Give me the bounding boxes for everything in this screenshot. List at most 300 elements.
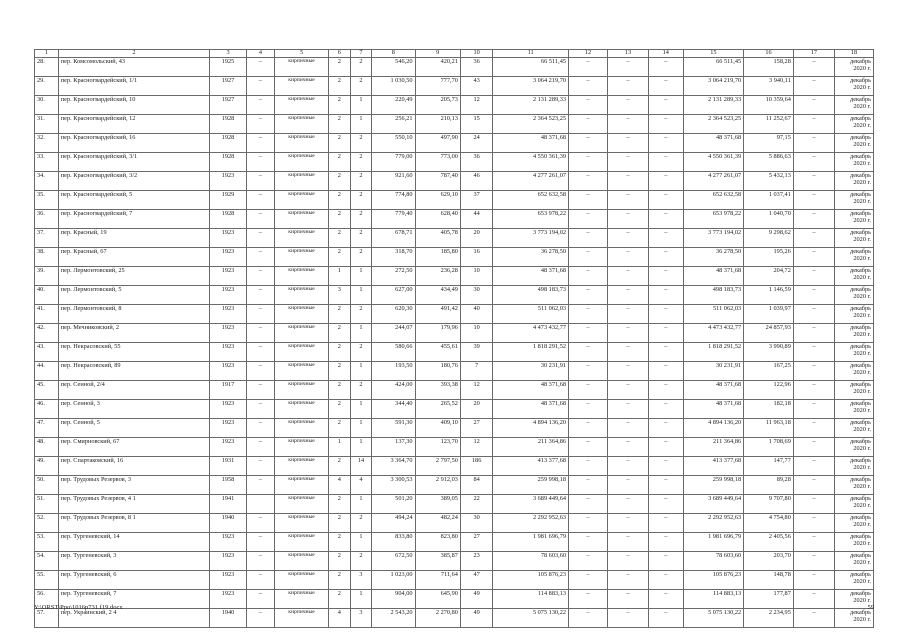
table-cell: 16 [460, 248, 492, 267]
table-cell: 653 978,22 [683, 210, 744, 229]
table-cell: 2 [329, 457, 351, 476]
table-cell: 40 [460, 305, 492, 324]
table-cell: кирпичные [275, 58, 329, 77]
table-cell: – [607, 533, 648, 552]
table-cell: 498 183,73 [683, 286, 744, 305]
table-cell: 1923 [210, 590, 247, 609]
table-cell: – [569, 457, 608, 476]
table-cell: – [649, 476, 684, 495]
column-number-cell: 3 [210, 50, 247, 58]
column-number-cell: 7 [350, 50, 372, 58]
table-cell: 1 708,69 [744, 438, 794, 457]
table-row [35, 381, 874, 400]
table-cell: 23 [460, 552, 492, 571]
table-cell: декабрь 2020 г. [834, 343, 873, 362]
table-row [35, 400, 874, 419]
address-cell: пер. Красногвардейский, 16 [58, 134, 209, 153]
table-row [35, 419, 874, 438]
table-row [35, 438, 874, 457]
table-cell: 20 [460, 229, 492, 248]
table-cell: – [607, 590, 648, 609]
table-cell: декабрь 2020 г. [834, 381, 873, 400]
table-row [35, 305, 874, 324]
table-cell: – [649, 438, 684, 457]
table-cell: 3 [350, 609, 372, 628]
table-cell: 711,64 [415, 571, 460, 590]
table-cell: 1 [350, 400, 372, 419]
table-cell: 1 [329, 438, 351, 457]
table-cell: 652 632,58 [493, 191, 569, 210]
table-cell: 11 963,18 [744, 419, 794, 438]
table-cell: – [793, 77, 834, 96]
column-number-cell: 15 [683, 50, 744, 58]
table-cell: 1923 [210, 438, 247, 457]
table-cell: – [607, 153, 648, 172]
table-cell: – [569, 571, 608, 590]
table-cell: 179,96 [415, 324, 460, 343]
table-cell: – [649, 172, 684, 191]
table-cell: 2 364 523,25 [683, 115, 744, 134]
table-cell: 167,25 [744, 362, 794, 381]
table-cell: кирпичные [275, 134, 329, 153]
column-number-row [35, 50, 874, 58]
table-cell: 211 364,86 [493, 438, 569, 457]
table-cell: 3 [350, 571, 372, 590]
table-cell: – [246, 362, 274, 381]
table-cell: декабрь 2020 г. [834, 457, 873, 476]
table-cell: 52. [35, 514, 59, 533]
table-cell: 39. [35, 267, 59, 286]
table-cell: 43. [35, 343, 59, 362]
column-number-cell: 16 [744, 50, 794, 58]
table-cell: 501,20 [372, 495, 415, 514]
table-cell: 653 978,22 [493, 210, 569, 229]
table-cell: – [246, 172, 274, 191]
table-cell: 44. [35, 362, 59, 381]
table-cell: 2 [329, 77, 351, 96]
table-cell: 66 511,45 [493, 58, 569, 77]
table-cell: – [793, 514, 834, 533]
table-row [35, 362, 874, 381]
table-cell: 405,78 [415, 229, 460, 248]
table-cell: 511 062,03 [683, 305, 744, 324]
table-cell: 27 [460, 533, 492, 552]
table-cell: – [649, 134, 684, 153]
table-cell: 3 990,89 [744, 343, 794, 362]
table-cell: – [607, 248, 648, 267]
table-cell: 46. [35, 400, 59, 419]
table-cell: – [793, 533, 834, 552]
table-cell: – [246, 210, 274, 229]
table-cell: 2 [350, 305, 372, 324]
table-cell: – [607, 305, 648, 324]
table-cell: 4 894 136,20 [493, 419, 569, 438]
table-cell: – [246, 419, 274, 438]
table-cell: 204,72 [744, 267, 794, 286]
table-cell: 4 894 136,20 [683, 419, 744, 438]
table-cell: – [246, 324, 274, 343]
table-cell: 2 [350, 210, 372, 229]
table-cell: – [793, 609, 834, 628]
table-cell: 10 [460, 324, 492, 343]
table-cell: 48 371,68 [683, 400, 744, 419]
table-cell: 50. [35, 476, 59, 495]
table-cell: 2 912,03 [415, 476, 460, 495]
table-cell: кирпичные [275, 286, 329, 305]
table-cell: – [607, 324, 648, 343]
address-cell: пер. Сенной, 2/4 [58, 381, 209, 400]
table-cell: – [246, 58, 274, 77]
table-cell: – [569, 438, 608, 457]
table-cell: – [607, 362, 648, 381]
table-row [35, 210, 874, 229]
table-cell: 2 [350, 229, 372, 248]
table-cell: кирпичные [275, 115, 329, 134]
table-cell: 7 [460, 362, 492, 381]
table-cell: 2 [350, 172, 372, 191]
table-cell: 511 062,03 [493, 305, 569, 324]
table-cell: 48 371,68 [493, 267, 569, 286]
table-row [35, 533, 874, 552]
table-cell: 2 131 289,33 [493, 96, 569, 115]
table-cell: – [793, 590, 834, 609]
table-cell: 3 [329, 286, 351, 305]
table-cell: 30. [35, 96, 59, 115]
document-file-path: Y:\ORST\Ppo\1016p731.f19.docx [34, 604, 123, 611]
table-cell: 1931 [210, 457, 247, 476]
table-cell: 1941 [210, 495, 247, 514]
table-cell: 47 [460, 571, 492, 590]
table-cell: – [793, 96, 834, 115]
table-cell: – [607, 96, 648, 115]
table-cell: 46 [460, 172, 492, 191]
table-cell: 777,70 [415, 77, 460, 96]
table-cell: – [649, 191, 684, 210]
table-cell: 34. [35, 172, 59, 191]
table-cell: 1 [350, 495, 372, 514]
table-cell: кирпичные [275, 324, 329, 343]
table-cell: 47. [35, 419, 59, 438]
table-cell: 48. [35, 438, 59, 457]
table-cell: – [607, 419, 648, 438]
address-cell: пер. Мечниковский, 2 [58, 324, 209, 343]
table-cell: – [649, 381, 684, 400]
table-cell: 49 [460, 609, 492, 628]
table-cell: 2 270,80 [415, 609, 460, 628]
table-cell: – [569, 514, 608, 533]
column-number-cell: 18 [834, 50, 873, 58]
table-cell: кирпичные [275, 191, 329, 210]
table-cell: – [793, 495, 834, 514]
table-cell: – [649, 457, 684, 476]
table-cell: – [649, 495, 684, 514]
table-cell: 40. [35, 286, 59, 305]
table-cell: 28. [35, 58, 59, 77]
table-cell: – [569, 400, 608, 419]
table-cell: 2 [350, 514, 372, 533]
table-cell: 455,61 [415, 343, 460, 362]
table-cell: 494,24 [372, 514, 415, 533]
column-number-cell: 2 [58, 50, 209, 58]
table-cell: 244,07 [372, 324, 415, 343]
address-cell: пер. Лермонтовский, 8 [58, 305, 209, 324]
table-cell: 2 [329, 305, 351, 324]
table-cell: 12 [460, 96, 492, 115]
table-cell: 2 [329, 343, 351, 362]
table-cell: – [649, 77, 684, 96]
table-cell: 39 [460, 343, 492, 362]
table-cell: – [649, 343, 684, 362]
table-cell: 787,40 [415, 172, 460, 191]
address-cell: пер. Красногвардейский, 7 [58, 210, 209, 229]
column-number-cell: 14 [649, 50, 684, 58]
table-cell: 259 998,18 [683, 476, 744, 495]
table-cell: – [793, 305, 834, 324]
table-cell: 1923 [210, 533, 247, 552]
table-cell: 37 [460, 191, 492, 210]
table-cell: 210,13 [415, 115, 460, 134]
table-cell: 591,30 [372, 419, 415, 438]
table-cell: кирпичные [275, 343, 329, 362]
table-cell: 921,60 [372, 172, 415, 191]
table-cell: – [607, 115, 648, 134]
table-cell: 148,78 [744, 571, 794, 590]
table-cell: – [793, 172, 834, 191]
column-number-cell: 17 [793, 50, 834, 58]
table-cell: кирпичные [275, 96, 329, 115]
table-cell: 186 [460, 457, 492, 476]
table-cell: 1923 [210, 324, 247, 343]
table-cell: 413 377,68 [683, 457, 744, 476]
table-cell: – [793, 381, 834, 400]
table-cell: 30 [460, 286, 492, 305]
table-cell: декабрь 2020 г. [834, 172, 873, 191]
table-cell: – [793, 191, 834, 210]
table-cell: – [569, 134, 608, 153]
table-cell: 904,00 [372, 590, 415, 609]
table-cell: 49. [35, 457, 59, 476]
table-row [35, 58, 874, 77]
table-cell: 1923 [210, 400, 247, 419]
table-cell: декабрь 2020 г. [834, 96, 873, 115]
table-cell: – [246, 305, 274, 324]
table-cell: 48 371,68 [493, 381, 569, 400]
table-cell: 1917 [210, 381, 247, 400]
table-cell: – [246, 153, 274, 172]
table-cell: 5 886,63 [744, 153, 794, 172]
table-cell: 2 [329, 514, 351, 533]
table-cell: 1923 [210, 571, 247, 590]
table-cell: 1929 [210, 191, 247, 210]
table-cell: – [793, 286, 834, 305]
table-cell: 482,24 [415, 514, 460, 533]
table-cell: 89,28 [744, 476, 794, 495]
address-cell: пер. Красногвардейский, 10 [58, 96, 209, 115]
table-cell: – [607, 229, 648, 248]
table-cell: 1 818 291,52 [493, 343, 569, 362]
table-cell: – [246, 115, 274, 134]
table-cell: 3 689 449,64 [493, 495, 569, 514]
table-cell: 3 940,11 [744, 77, 794, 96]
table-cell: – [569, 115, 608, 134]
table-cell: 12 [460, 381, 492, 400]
address-cell: пер. Спартаковский, 16 [58, 457, 209, 476]
table-cell: 2 [350, 153, 372, 172]
table-cell: 3 773 194,02 [683, 229, 744, 248]
table-cell: – [649, 153, 684, 172]
table-cell: 2 [329, 495, 351, 514]
table-cell: 4 [350, 476, 372, 495]
column-number-cell: 9 [415, 50, 460, 58]
address-cell: пер. Смирновский, 67 [58, 438, 209, 457]
table-cell: 629,10 [415, 191, 460, 210]
table-cell: 1 039,97 [744, 305, 794, 324]
table-cell: 24 [460, 134, 492, 153]
table-cell: 4 473 432,77 [683, 324, 744, 343]
table-cell: – [607, 191, 648, 210]
address-cell: пер. Тургеневский, 7 [58, 590, 209, 609]
table-cell: 2 [350, 134, 372, 153]
table-cell: 180,76 [415, 362, 460, 381]
table-cell: декабрь 2020 г. [834, 191, 873, 210]
table-cell: декабрь 2020 г. [834, 77, 873, 96]
table-cell: 12 [460, 438, 492, 457]
table-cell: 2 [329, 172, 351, 191]
table-cell: кирпичные [275, 457, 329, 476]
table-cell: 78 603,60 [683, 552, 744, 571]
table-cell: декабрь 2020 г. [834, 286, 873, 305]
table-row [35, 229, 874, 248]
address-cell: пер. Трудовых Резервов, 4 1 [58, 495, 209, 514]
table-cell: кирпичные [275, 571, 329, 590]
table-cell: 122,96 [744, 381, 794, 400]
table-cell: 51. [35, 495, 59, 514]
table-cell: 833,80 [372, 533, 415, 552]
table-cell: 2 [350, 58, 372, 77]
table-cell: – [246, 77, 274, 96]
table-cell: – [793, 419, 834, 438]
table-cell: – [246, 381, 274, 400]
table-cell: – [649, 305, 684, 324]
table-cell: – [607, 172, 648, 191]
table-cell: – [246, 571, 274, 590]
table-cell: декабрь 2020 г. [834, 495, 873, 514]
column-number-cell: 12 [569, 50, 608, 58]
table-cell: кирпичные [275, 438, 329, 457]
table-cell: – [607, 210, 648, 229]
table-cell: 9 707,80 [744, 495, 794, 514]
table-row [35, 191, 874, 210]
table-cell: 36 [460, 58, 492, 77]
table-cell: 1 037,41 [744, 191, 794, 210]
table-cell: 1 [350, 362, 372, 381]
table-cell: – [649, 286, 684, 305]
table-cell: 193,50 [372, 362, 415, 381]
table-cell: 1928 [210, 153, 247, 172]
table-cell: 2 [350, 248, 372, 267]
table-cell: 774,80 [372, 191, 415, 210]
table-row [35, 248, 874, 267]
table-cell: – [569, 533, 608, 552]
table-cell: 20 [460, 400, 492, 419]
table-cell: 409,10 [415, 419, 460, 438]
table-cell: – [793, 552, 834, 571]
table-row [35, 324, 874, 343]
table-cell: – [246, 229, 274, 248]
table-cell: 54. [35, 552, 59, 571]
table-cell: декабрь 2020 г. [834, 248, 873, 267]
table-cell: 256,21 [372, 115, 415, 134]
table-cell: 3 773 194,02 [493, 229, 569, 248]
address-cell: пер. Красный, 19 [58, 229, 209, 248]
table-cell: 2 [350, 552, 372, 571]
table-cell: 3 300,53 [372, 476, 415, 495]
table-row [35, 115, 874, 134]
table-cell: 2 [329, 533, 351, 552]
table-cell: декабрь 2020 г. [834, 533, 873, 552]
table-cell: декабрь 2020 г. [834, 134, 873, 153]
table-row [35, 77, 874, 96]
address-cell: пер. Тургеневский, 3 [58, 552, 209, 571]
table-cell: 627,00 [372, 286, 415, 305]
table-cell: 2 [350, 381, 372, 400]
table-cell: 2 543,20 [372, 609, 415, 628]
table-cell: – [607, 267, 648, 286]
address-cell: пер. Красногвардейский, 1/1 [58, 77, 209, 96]
table-cell: 2 [329, 552, 351, 571]
table-cell: – [246, 134, 274, 153]
table-cell: 43 [460, 77, 492, 96]
table-cell: 78 603,60 [493, 552, 569, 571]
table-cell: 1928 [210, 210, 247, 229]
table-cell: – [793, 229, 834, 248]
table-cell: – [569, 324, 608, 343]
table-cell: 10 [460, 267, 492, 286]
table-cell: – [569, 552, 608, 571]
table-cell: 1 [350, 267, 372, 286]
table-cell: 30 231,91 [493, 362, 569, 381]
table-cell: – [607, 134, 648, 153]
table-cell: кирпичные [275, 229, 329, 248]
table-cell: декабрь 2020 г. [834, 362, 873, 381]
table-cell: кирпичные [275, 172, 329, 191]
table-cell: 4 [329, 609, 351, 628]
table-cell: – [569, 191, 608, 210]
table-cell: 259 998,18 [493, 476, 569, 495]
table-cell: 30 [460, 514, 492, 533]
table-cell: 29. [35, 77, 59, 96]
table-cell: – [793, 267, 834, 286]
table-cell: – [793, 134, 834, 153]
table-cell: – [569, 267, 608, 286]
column-number-cell: 8 [372, 50, 415, 58]
address-cell: пер. Тургеневский, 14 [58, 533, 209, 552]
table-cell: – [793, 153, 834, 172]
address-cell: пер. Сенной, 3 [58, 400, 209, 419]
table-cell: 413 377,68 [493, 457, 569, 476]
table-cell: 620,30 [372, 305, 415, 324]
table-cell: кирпичные [275, 609, 329, 628]
table-cell: 56. [35, 590, 59, 609]
table-cell: 491,42 [415, 305, 460, 324]
table-row [35, 552, 874, 571]
table-cell: – [649, 115, 684, 134]
table-cell: декабрь 2020 г. [834, 324, 873, 343]
table-cell: кирпичные [275, 400, 329, 419]
table-cell: 1923 [210, 267, 247, 286]
table-cell: 1 [350, 286, 372, 305]
table-cell: 4 473 432,77 [493, 324, 569, 343]
